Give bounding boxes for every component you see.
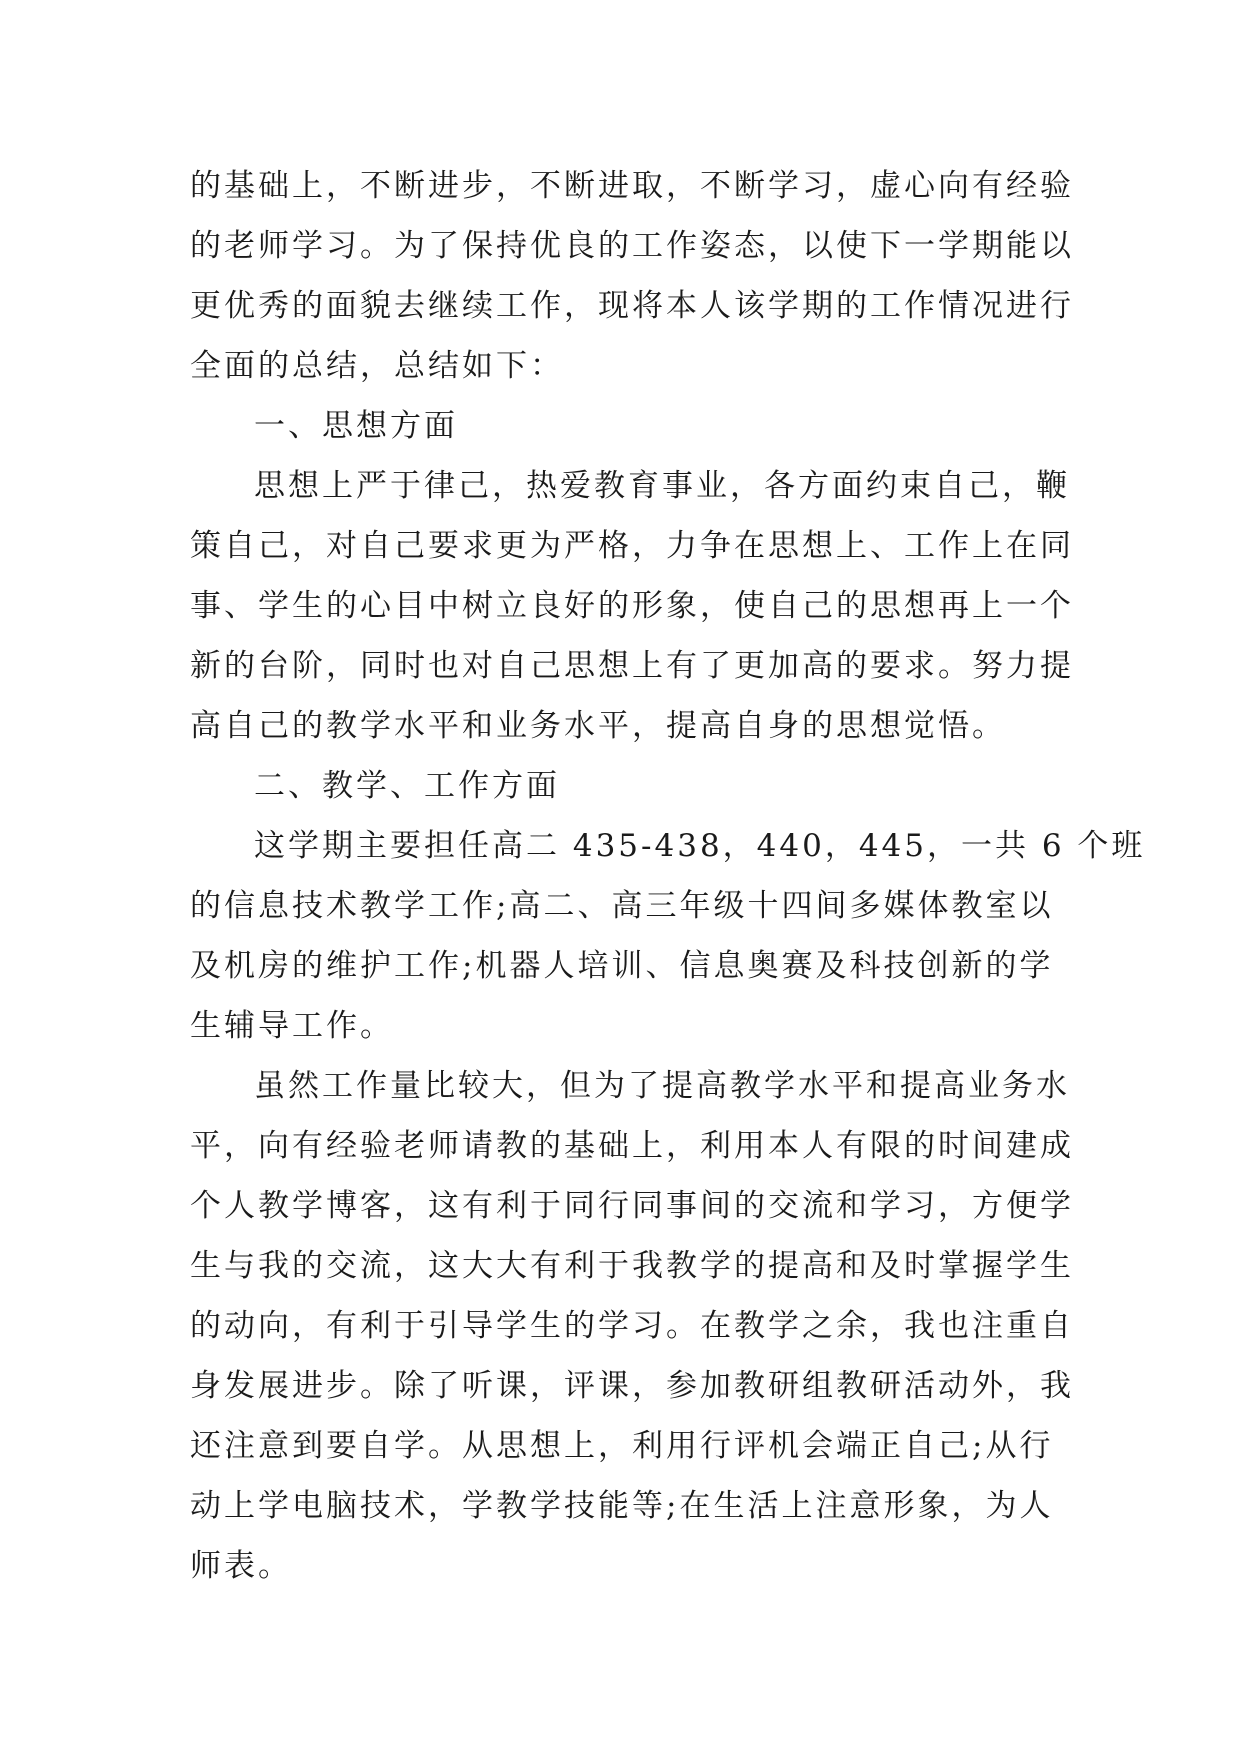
section-heading: 一、思想方面	[254, 408, 458, 444]
text-line: 更优秀的面貌去继续工作，现将本人该学期的工作情况进行	[190, 288, 1074, 324]
text-line: 生与我的交流，这大大有利于我教学的提高和及时掌握学生	[190, 1248, 1074, 1284]
text-line: 动上学电脑技术，学教学技能等;在生活上注意形象，为人	[190, 1488, 1054, 1524]
text-line: 全面的总结，总结如下：	[190, 348, 564, 384]
text-line: 的老师学习。为了保持优良的工作姿态，以使下一学期能以	[190, 228, 1074, 264]
text-line: 生辅导工作。	[190, 1008, 394, 1044]
document-body	[190, 156, 1146, 1596]
text-line: 平，向有经验老师请教的基础上，利用本人有限的时间建成	[190, 1128, 1074, 1164]
text-line: 事、学生的心目中树立良好的形象，使自己的思想再上一个	[190, 588, 1074, 624]
text-line: 还注意到要自学。从思想上，利用行评机会端正自己;从行	[190, 1428, 1054, 1464]
text-line: 高自己的教学水平和业务水平，提高自身的思想觉悟。	[190, 708, 1006, 744]
text-line: 的动向，有利于引导学生的学习。在教学之余，我也注重自	[190, 1308, 1074, 1344]
text-line: 身发展进步。除了听课，评课，参加教研组教研活动外，我	[190, 1368, 1074, 1404]
text-line: 个人教学博客，这有利于同行同事间的交流和学习，方便学	[190, 1188, 1074, 1224]
text-line: 策自己，对自己要求更为严格，力争在思想上、工作上在同	[190, 528, 1074, 564]
text-line: 的基础上，不断进步，不断进取，不断学习，虚心向有经验	[190, 168, 1074, 204]
text-line: 思想上严于律己，热爱教育事业，各方面约束自己，鞭	[254, 468, 1070, 504]
text-line: 的信息技术教学工作;高二、高三年级十四间多媒体教室以	[190, 888, 1054, 924]
text-line: 这学期主要担任高二 435-438，440，445，一共 6 个班	[254, 828, 1146, 864]
text-line: 师表。	[190, 1548, 292, 1584]
text-line: 虽然工作量比较大，但为了提高教学水平和提高业务水	[254, 1068, 1070, 1104]
section-heading: 二、教学、工作方面	[254, 768, 560, 804]
text-line: 新的台阶，同时也对自己思想上有了更加高的要求。努力提	[190, 648, 1074, 684]
text-line: 及机房的维护工作;机器人培训、信息奥赛及科技创新的学	[190, 948, 1054, 984]
